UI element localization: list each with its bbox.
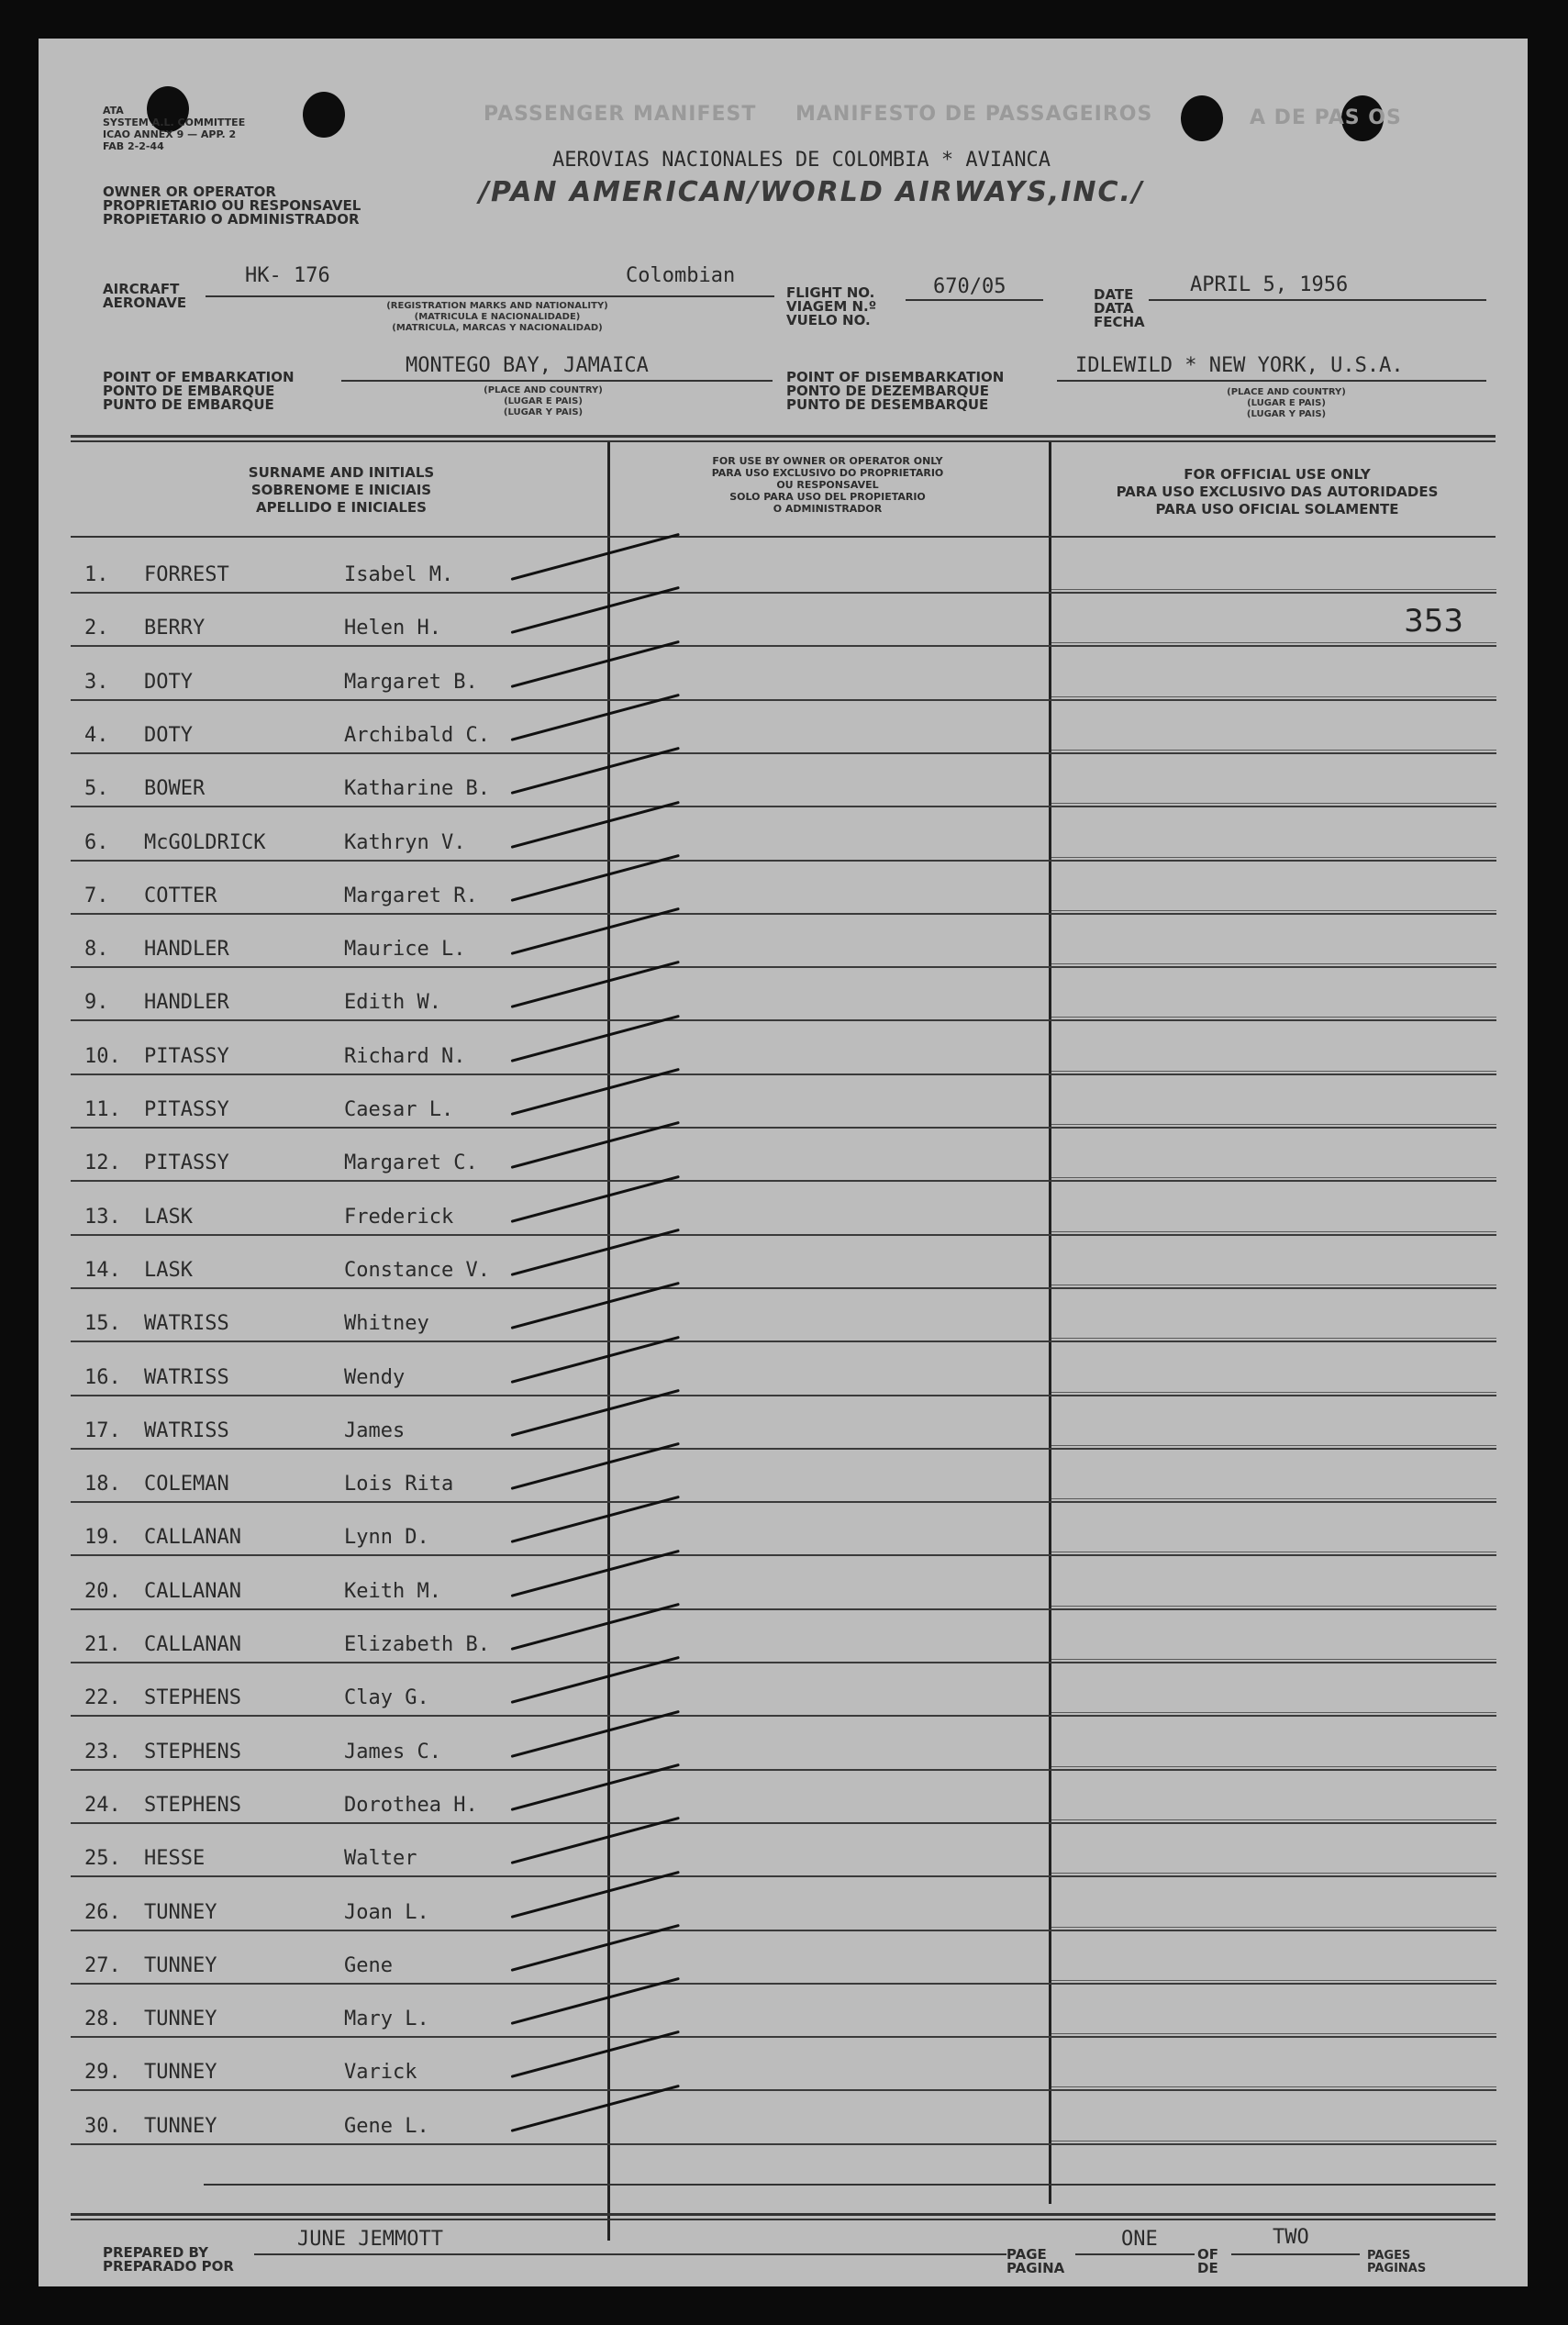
passenger-number: 12. [84,1151,121,1175]
passenger-surname: HESSE [144,1847,206,1871]
passenger-surname: TUNNEY [144,2061,217,2085]
passenger-row [39,1235,1528,1289]
official-entry: 353 [1404,603,1463,640]
row-rule [1051,1017,1496,1018]
flight-date: APRIL 5, 1956 [1190,273,1349,296]
passenger-number: 26. [84,1900,121,1924]
passenger-number: 30. [84,2114,121,2138]
passenger-surname: STEPHENS [144,1686,241,1710]
passenger-number: 22. [84,1686,121,1710]
passenger-number: 14. [84,1258,121,1282]
check-mark [511,854,680,902]
passenger-surname: COTTER [144,884,217,907]
passenger-given-name: Richard N. [344,1044,466,1068]
punch-hole [1181,95,1223,141]
embarkation-caption: (PLACE AND COUNTRY) (LUGAR E PAIS) (LUGAR Y PAIS) [484,385,603,417]
check-mark [511,800,680,848]
passenger-given-name: James C. [344,1740,441,1763]
passenger-row [39,1663,1528,1717]
passenger-given-name: Margaret B. [344,670,478,694]
row-rule [1051,1392,1496,1393]
passenger-given-name: Whitney [344,1312,429,1336]
row-rule [1051,1498,1496,1499]
embarkation-point: MONTEGO BAY, JAMAICA [406,354,649,377]
passenger-row [39,1717,1528,1771]
passenger-surname: PITASSY [144,1044,229,1068]
passenger-number: 29. [84,2061,121,2085]
passenger-given-name: Helen H. [344,617,441,640]
table-top-rule [71,435,1496,438]
check-mark [511,1550,680,1597]
check-mark [511,1229,680,1276]
passenger-row [39,1502,1528,1556]
passenger-given-name: Frederick [344,1205,454,1229]
passenger-surname: CALLANAN [144,1579,241,1603]
check-mark [511,1015,680,1062]
passenger-surname: LASK [144,1258,193,1282]
passenger-number: 4. [84,723,109,747]
check-mark [511,640,680,687]
passenger-given-name: Elizabeth B. [344,1633,490,1656]
passenger-surname: CALLANAN [144,1526,241,1550]
passenger-surname: HANDLER [144,991,229,1015]
list-end-rule [204,2184,1496,2186]
passenger-surname: LASK [144,1205,193,1229]
row-rule [71,2143,1084,2145]
row-rule [1051,589,1496,590]
check-mark [511,1870,680,1918]
passenger-surname: TUNNEY [144,1953,217,1977]
total-pages: TWO [1273,2226,1309,2249]
row-rule [1051,1445,1496,1446]
passenger-given-name: Archibald C. [344,723,490,747]
date-label: DATE DATA FECHA [1094,286,1145,330]
disembarkation-caption: (PLACE AND COUNTRY) (LUGAR E PAIS) (LUGAR Y PAIS) [1227,387,1346,419]
passenger-row [39,700,1528,754]
passenger-row [39,1342,1528,1396]
passenger-given-name: Maurice L. [344,938,466,962]
passenger-number: 19. [84,1526,121,1550]
operator-typed: AEROVIAS NACIONALES DE COLOMBIA * AVIANCA [552,149,1051,172]
check-mark [511,1389,680,1437]
row-rule [1051,2033,1496,2034]
passenger-surname: TUNNEY [144,1900,217,1924]
row-rule [1051,1338,1496,1339]
passenger-number: 25. [84,1847,121,1871]
row-rule [1051,1231,1496,1232]
manifest-sheet [39,39,1528,2286]
passenger-number: 9. [84,991,109,1015]
official-column-header: FOR OFFICIAL USE ONLY PARA USO EXCLUSIVO DAS AUTORIDADES PARA USO OFICIAL SOLAMENTE [1116,466,1439,517]
passenger-number: 27. [84,1953,121,1977]
passenger-surname: FORREST [144,563,229,586]
aircraft-label: AIRCRAFT AERONAVE [103,281,187,311]
flight-label: FLIGHT NO. VIAGEM N.º VUELO NO. [786,284,877,328]
passenger-number: 2. [84,617,109,640]
passenger-number: 24. [84,1793,121,1817]
title-spanish: A DE PAS OS [1250,106,1402,129]
passenger-surname: PITASSY [144,1098,229,1121]
passenger-row [39,1556,1528,1610]
passenger-given-name: Wendy [344,1365,406,1389]
row-rule [1051,1766,1496,1767]
passenger-given-name: Kathryn V. [344,830,466,854]
passenger-number: 11. [84,1098,121,1121]
footer-top-rule [71,2219,1496,2220]
passenger-row [39,1074,1528,1129]
passenger-number: 8. [84,938,109,962]
row-rule [1051,1819,1496,1820]
flight-number: 670/05 [933,275,1006,298]
check-mark [511,2030,680,2078]
passenger-row [39,2091,1528,2145]
check-mark [511,1121,680,1169]
passenger-surname: WATRISS [144,1418,229,1442]
passenger-given-name: Clay G. [344,1686,429,1710]
passenger-row [39,1288,1528,1342]
passenger-surname: STEPHENS [144,1793,241,1817]
passenger-number: 15. [84,1312,121,1336]
passenger-number: 18. [84,1473,121,1496]
embarkation-rule [341,380,773,382]
check-mark [511,1442,680,1490]
check-mark [511,1763,680,1811]
passenger-given-name: Dorothea H. [344,1793,478,1817]
owner-label: OWNER OR OPERATOR PROPRIETARIO OU RESPONSAVEL PROPIETARIO O ADMINISTRADOR [103,184,361,228]
operator-printed: /PAN AMERICAN/WORLD AIRWAYS,INC./ [479,176,1144,208]
passenger-given-name: Varick [344,2061,417,2085]
prepared-rule [254,2253,1006,2255]
table-top-rule [71,440,1496,442]
passenger-given-name: Edith W. [344,991,441,1015]
passenger-surname: HANDLER [144,938,229,962]
passenger-surname: TUNNEY [144,2114,217,2138]
passenger-surname: COLEMAN [144,1473,229,1496]
form-reference: ATA SYSTEM A.L. COMMITTEE ICAO ANNEX 9 — APP. 2 FAB 2-2-44 [103,105,246,152]
row-rule [1051,1659,1496,1660]
row-rule [1051,2143,1496,2145]
passenger-surname: PITASSY [144,1151,229,1175]
registration-caption: (REGISTRATION MARKS AND NATIONALITY) (MATRICULA E NACIONALIDADE) (MATRICULA, MARCAS Y NACIONALIDAD) [386,301,608,333]
disembarkation-label: POINT OF DISEMBARKATION PONTO DE DEZEMBARQUE PUNTO DE DESEMBARQUE [786,369,1005,413]
passenger-number: 13. [84,1205,121,1229]
passenger-row [39,1021,1528,1075]
passenger-number: 21. [84,1633,121,1656]
page-rule [1075,2253,1195,2255]
passenger-surname: STEPHENS [144,1740,241,1763]
surname-column-header: SURNAME AND INITIALS SOBRENOME E INICIAIS APELLIDO E INICIALES [248,464,435,516]
check-mark [511,1656,680,1704]
passenger-row [39,1609,1528,1663]
check-mark [511,1817,680,1864]
page-label: PAGE PAGINA [1006,2246,1065,2276]
operator-column-header: FOR USE BY OWNER OR OPERATOR ONLY PARA USO EXCLUSIVO DO PROPRIETARIO OU RESPONSAVEL SOLO PARA USO DEL PROPIETARIO O ADMINISTRADOR [711,455,944,515]
passenger-row [39,593,1528,647]
row-rule [1051,1071,1496,1072]
passenger-surname: DOTY [144,723,193,747]
title-portuguese: MANIFESTO DE PASSAGEIROS [795,103,1153,126]
embarkation-label: POINT OF EMBARKATION PONTO DE EMBARQUE PUNTO DE EMBARQUE [103,369,295,413]
passenger-given-name: Lynn D. [344,1526,429,1550]
check-mark [511,1977,680,2025]
passenger-row [39,647,1528,701]
passenger-row [39,967,1528,1021]
page-number: ONE [1121,2228,1158,2251]
punch-hole [303,92,345,138]
passenger-row [39,1396,1528,1450]
check-mark [511,2085,680,2132]
passenger-number: 28. [84,2008,121,2031]
passenger-surname: BOWER [144,777,206,801]
check-mark [511,1335,680,1383]
check-mark [511,1282,680,1329]
prepared-by-label: PREPARED BY PREPARADO POR [103,2244,234,2275]
passenger-given-name: Margaret R. [344,884,478,907]
passenger-given-name: Margaret C. [344,1151,478,1175]
row-rule [1051,1873,1496,1874]
passenger-row [39,540,1528,594]
row-rule [1051,2086,1496,2087]
check-mark [511,961,680,1008]
passenger-row [39,807,1528,862]
aircraft-nationality: Colombian [626,264,736,287]
of-label: OF DE [1197,2246,1218,2276]
passenger-row [39,1770,1528,1824]
passenger-given-name: Gene L. [344,2114,429,2138]
row-rule [1051,1177,1496,1178]
passenger-row [39,1823,1528,1877]
row-rule [1051,1712,1496,1713]
pages-label: PAGES PAGINAS [1367,2249,1427,2275]
check-mark [511,747,680,795]
disembarkation-rule [1057,380,1486,382]
passenger-given-name: Walter [344,1847,417,1871]
check-mark [511,907,680,955]
passenger-row [39,1182,1528,1236]
passenger-row [39,1984,1528,2038]
passenger-surname: DOTY [144,670,193,694]
passenger-given-name: Joan L. [344,1900,429,1924]
passenger-given-name: Constance V. [344,1258,490,1282]
passenger-surname: CALLANAN [144,1633,241,1656]
row-rule [1051,1980,1496,1981]
check-mark [511,1496,680,1543]
date-rule [1149,299,1486,301]
row-rule [1051,750,1496,751]
check-mark [511,1709,680,1757]
row-rule [1051,910,1496,911]
disembarkation-point: IDLEWILD * NEW YORK, U.S.A. [1075,354,1404,377]
passenger-number: 10. [84,1044,121,1068]
passenger-given-name: Gene [344,1953,393,1977]
row-rule [1051,963,1496,964]
check-mark [511,1924,680,1972]
passenger-surname: McGOLDRICK [144,830,266,854]
row-rule [1051,803,1496,804]
row-rule [1051,857,1496,858]
passenger-given-name: Caesar L. [344,1098,454,1121]
flight-rule [906,299,1043,301]
row-rule [1051,1606,1496,1607]
aircraft-rule [206,295,774,297]
passenger-surname: BERRY [144,617,206,640]
footer-top-rule [71,2213,1496,2216]
row-rule [1051,696,1496,697]
row-rule [1051,1927,1496,1928]
row-rule [1051,642,1496,643]
passenger-row [39,1449,1528,1503]
passenger-surname: TUNNEY [144,2008,217,2031]
passenger-surname: WATRISS [144,1365,229,1389]
passenger-number: 23. [84,1740,121,1763]
passenger-row [39,861,1528,915]
passenger-number: 5. [84,777,109,801]
check-mark [511,1174,680,1222]
check-mark [511,586,680,634]
passenger-number: 17. [84,1418,121,1442]
check-mark [511,1603,680,1651]
passenger-number: 3. [84,670,109,694]
passenger-given-name: James [344,1418,406,1442]
passenger-surname: WATRISS [144,1312,229,1336]
check-mark [511,1068,680,1116]
title-english: PASSENGER MANIFEST [484,103,757,126]
prepared-by: JUNE JEMMOTT [297,2228,443,2251]
passenger-given-name: Isabel M. [344,563,454,586]
passenger-number: 7. [84,884,109,907]
passenger-row [39,2037,1528,2091]
passenger-given-name: Katharine B. [344,777,490,801]
passenger-given-name: Lois Rita [344,1473,454,1496]
passenger-row [39,1877,1528,1931]
check-mark [511,694,680,741]
passenger-given-name: Mary L. [344,2008,429,2031]
passenger-number: 16. [84,1365,121,1389]
passenger-row [39,914,1528,968]
check-mark [511,533,680,581]
passenger-number: 1. [84,563,109,586]
passenger-row [39,753,1528,807]
passenger-given-name: Keith M. [344,1579,441,1603]
row-rule [1051,1124,1496,1125]
pages-rule [1231,2253,1360,2255]
passenger-row [39,1930,1528,1985]
passenger-number: 20. [84,1579,121,1603]
passenger-number: 6. [84,830,109,854]
passenger-row [39,1128,1528,1182]
header-bottom-rule [71,536,1496,538]
aircraft-registration: HK- 176 [245,264,330,287]
